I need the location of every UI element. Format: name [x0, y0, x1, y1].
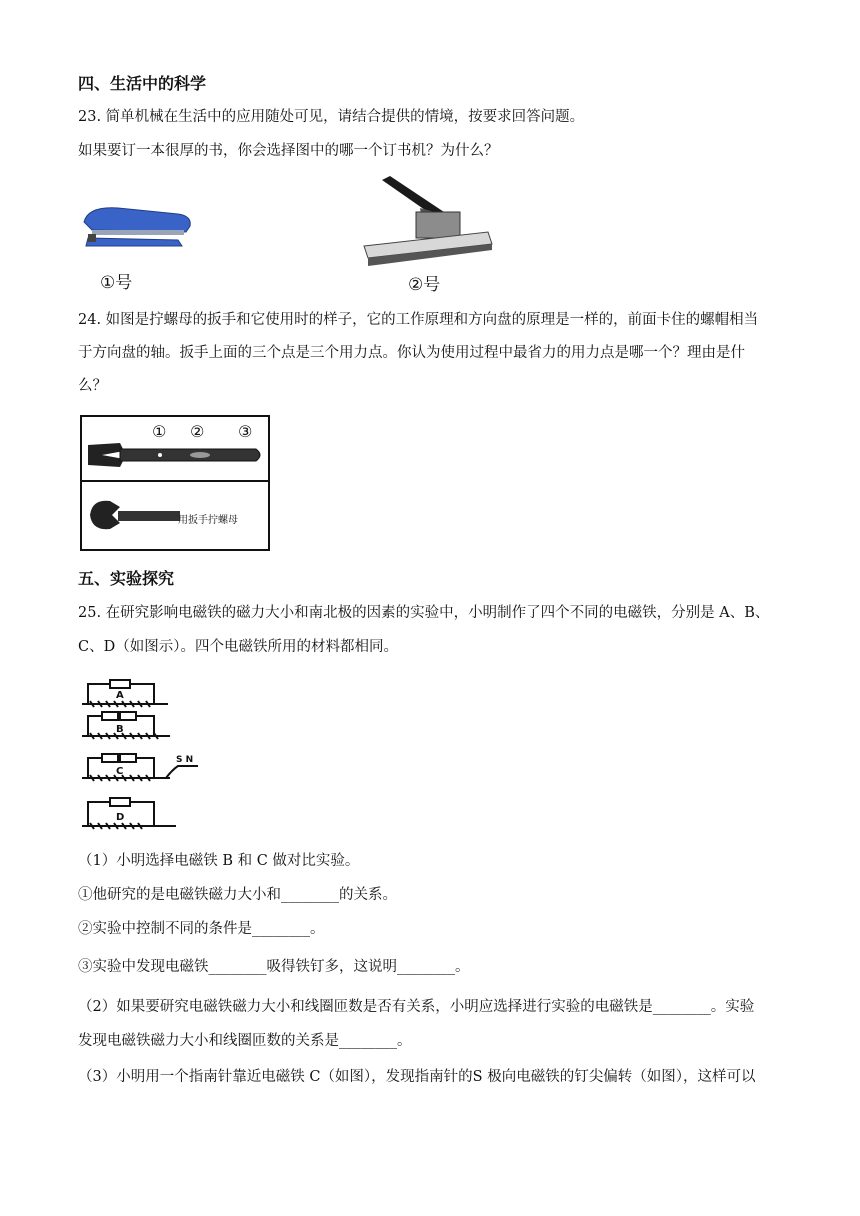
stapler-2-caption: ②号 [408, 275, 441, 295]
q25-part-2b: 发现电磁铁磁力大小和线圈匝数的关系是________。 [78, 1033, 412, 1049]
point-3-label: ③ [238, 422, 253, 441]
magnet-a-label: A [116, 690, 124, 701]
q25-part-1: （1）小明选择电磁铁 B 和 C 做对比实验。 [78, 853, 360, 869]
point-1-label: ① [152, 422, 167, 441]
q25-part-2a: （2）如果要研究电磁铁磁力大小和线圈匝数是否有关系，小明应选择进行实验的电磁铁是________。实验 [78, 999, 755, 1015]
q25-part-1b: ②实验中控制不同的条件是________。 [78, 921, 325, 937]
stapler-1-caption: ①号 [100, 273, 133, 293]
wrench-figure [80, 415, 270, 551]
magnet-b-label: B [116, 724, 124, 735]
compass-label: S N [176, 755, 194, 765]
q25-part-3: （3）小明用一个指南针靠近电磁铁 C（如图），发现指南针的S 极向电磁铁的钉尖偏转（如图），这样可以 [78, 1069, 756, 1085]
magnet-c-label: C [116, 766, 124, 777]
q24-line-1: 24. 如图是拧螺母的扳手和它使用时的样子，它的工作原理和方向盘的原理是一样的，前面卡住的螺帽相当 [78, 312, 759, 328]
magnet-d-label: D [116, 812, 125, 823]
q25-part-1a: ①他研究的是电磁铁磁力大小和________的关系。 [78, 887, 397, 903]
q25-line-1: 25. 在研究影响电磁铁的磁力大小和南北极的因素的实验中，小明制作了四个不同的电磁铁，分别是 A、B、 [78, 605, 770, 621]
stapler-1-figure [78, 200, 198, 295]
section-heading-4: 四、生活中的科学 [78, 74, 207, 93]
wrench-usage-caption: 用扳手拧螺母 [178, 515, 238, 526]
q25-line-2: C、D（如图示）。四个电磁铁所用的材料都相同。 [78, 639, 398, 655]
q24-line-3: 么？ [78, 378, 107, 394]
q25-part-1c: ③实验中发现电磁铁________吸得铁钉多，这说明________。 [78, 959, 470, 975]
section-heading-5: 五、实验探究 [78, 569, 175, 588]
q24-line-2: 于方向盘的轴。扳手上面的三个点是三个用力点。你认为使用过程中最省力的用力点是哪一个？理由是什 [78, 345, 745, 361]
q23-line-2: 如果要订一本很厚的书，你会选择图中的哪一个订书机？为什么？ [78, 143, 499, 159]
stapler-2-figure [360, 174, 500, 296]
electromagnet-figure [80, 676, 210, 836]
q23-line-1: 23. 简单机械在生活中的应用随处可见，请结合提供的情境，按要求回答问题。 [78, 109, 585, 125]
point-2-label: ② [190, 422, 205, 441]
